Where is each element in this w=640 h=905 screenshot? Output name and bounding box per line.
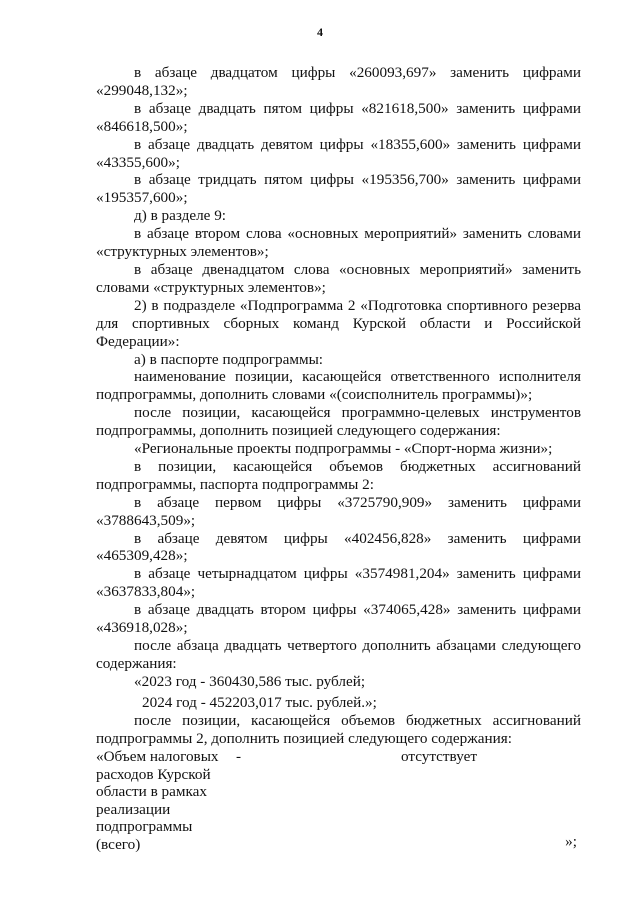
paragraph: в абзаце тридцать пятом цифры «195356,700» заменить цифрами «195357,600»; [96, 171, 581, 207]
paragraph: в абзаце двадцать девятом цифры «18355,600» заменить цифрами «43355,600»; [96, 135, 581, 171]
inserted-position-table [96, 748, 581, 852]
document-body [96, 64, 581, 852]
label-line: области в рамках [96, 783, 207, 801]
paragraph: в абзаце втором слова «основных мероприятий» заменить словами «структурных элементов»; [96, 225, 581, 261]
paragraph: а) в паспорте подпрограммы: [134, 350, 323, 368]
paragraph: в абзаце двадцать пятом цифры «821618,500» заменить цифрами «846618,500»; [96, 99, 581, 135]
paragraph: после позиции, касающейся объемов бюджетных ассигнований подпрограммы 2, дополнить позицией следующего содержания: [96, 711, 581, 747]
paragraph: в абзаце девятом цифры «402456,828» заменить цифрами «465309,428»; [96, 529, 581, 565]
label-line: реализации [96, 800, 171, 818]
paragraph: наименование позиции, касающейся ответственного исполнителя подпрограммы, дополнить словами «(соисполнитель программы)»; [96, 368, 581, 404]
label-line: (всего) [96, 835, 141, 853]
page-number: 4 [317, 25, 323, 39]
closing-quote: »; [565, 832, 577, 850]
paragraph: после позиции, касающейся программно-целевых инструментов подпрограммы, дополнить позицией следующего содержания: [96, 404, 581, 440]
paragraph: в абзаце двенадцатом слова «основных мероприятий» заменить словами «структурных элементов»; [96, 260, 581, 296]
paragraph: «2023 год - 360430,586 тыс. рублей; [134, 672, 366, 690]
paragraph: в абзаце двадцать втором цифры «374065,428» заменить цифрами «436918,028»; [96, 601, 581, 637]
paragraph: в абзаце двадцатом цифры «260093,697» заменить цифрами «299048,132»; [96, 64, 581, 99]
paragraph: 2024 год - 452203,017 тыс. рублей.»; [142, 693, 377, 711]
paragraph: в абзаце четырнадцатом цифры «3574981,204» заменить цифрами «3637833,804»; [96, 565, 581, 601]
position-value: отсутствует [401, 748, 477, 766]
paragraph: в позиции, касающейся объемов бюджетных ассигнований подпрограммы, паспорта подпрограммы 2: [96, 457, 581, 493]
dash-separator: - [236, 748, 242, 766]
paragraph: д) в разделе 9: [134, 207, 227, 225]
paragraph: «Региональные проекты подпрограммы - «Спорт-норма жизни»; [134, 440, 553, 458]
label-line: расходов Курской [96, 765, 211, 783]
paragraph: после абзаца двадцать четвертого дополнить абзацами следующего содержания: [96, 637, 581, 672]
position-label [96, 748, 226, 853]
label-line: «Объем налоговых [96, 748, 219, 766]
paragraph: 2) в подразделе «Подпрограмма 2 «Подготовка спортивного резерва для спортивных сборных команд Курской области и Российской Федерации»: [96, 296, 581, 350]
paragraph: в абзаце первом цифры «3725790,909» заменить цифрами «3788643,509»; [96, 493, 581, 529]
label-line: подпрограммы [96, 818, 193, 836]
